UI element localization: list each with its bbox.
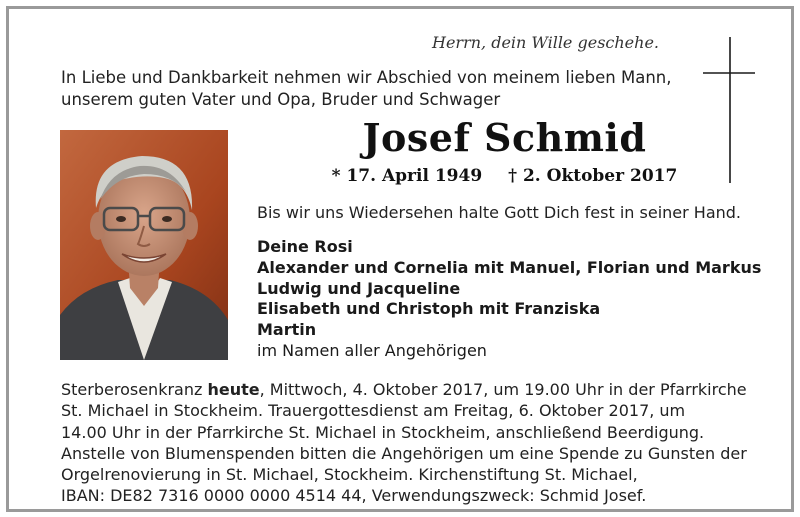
- notice-rosary-time: , Mittwoch, 4. Oktober 2017, um 19.00 Uhr in der Pfarrkirche: [259, 380, 747, 399]
- mourner: Deine Rosi: [257, 237, 353, 256]
- notice-line: Orgelrenovierung in St. Michael, Stockheim. Kirchenstiftung St. Michael,: [61, 465, 638, 485]
- mourner: Elisabeth und Christoph mit Franziska: [257, 299, 601, 319]
- funeral-notice: [61, 379, 781, 507]
- mourners-closing: im Namen aller Angehörigen: [257, 340, 487, 360]
- mourners-list: [257, 237, 761, 362]
- notice-line: 14.00 Uhr in der Pfarrkirche St. Michael in Stockheim, anschließend Beerdigung.: [61, 422, 705, 442]
- mourner: Martin: [257, 320, 317, 340]
- notice-line: St. Michael in Stockheim. Trauergottesdienst am Freitag, 6. Oktober 2017, um: [61, 401, 686, 421]
- intro-line: unserem guten Vater und Opa, Bruder und Schwager: [61, 90, 501, 109]
- intro-line: In Liebe und Dankbarkeit nehmen wir Abschied von meinem lieben Mann,: [61, 68, 672, 87]
- death-date: † 2. Oktober 2017: [508, 166, 678, 186]
- notice-iban: IBAN: DE82 7316 0000 0000 4514 44, Verwendungszweck: Schmid Josef.: [61, 486, 647, 506]
- deceased-name: Josef Schmid: [362, 115, 647, 160]
- notice-rosary: Sterberosenkranz: [61, 380, 208, 399]
- life-dates: [257, 166, 752, 186]
- notice-line: [61, 379, 781, 400]
- verse: Bis wir uns Wiedersehen halte Gott Dich fest in seiner Hand.: [257, 203, 742, 222]
- cross-icon: [699, 35, 759, 185]
- intro-text: [61, 67, 681, 111]
- motto: Herrn, dein Wille geschehe.: [432, 33, 659, 52]
- notice-line: Anstelle von Blumenspenden bitten die Angehörigen um eine Spende zu Gunsten der: [61, 443, 747, 463]
- birth-date: * 17. April 1949: [331, 166, 483, 186]
- notice-today: heute: [207, 380, 260, 399]
- mourner: Alexander und Cornelia mit Manuel, Florian und Markus: [257, 257, 762, 277]
- mourner: Ludwig und Jacqueline: [257, 278, 461, 298]
- portrait-photo: [60, 130, 228, 360]
- obituary-frame: [6, 6, 794, 512]
- portrait-illustration: [60, 130, 228, 360]
